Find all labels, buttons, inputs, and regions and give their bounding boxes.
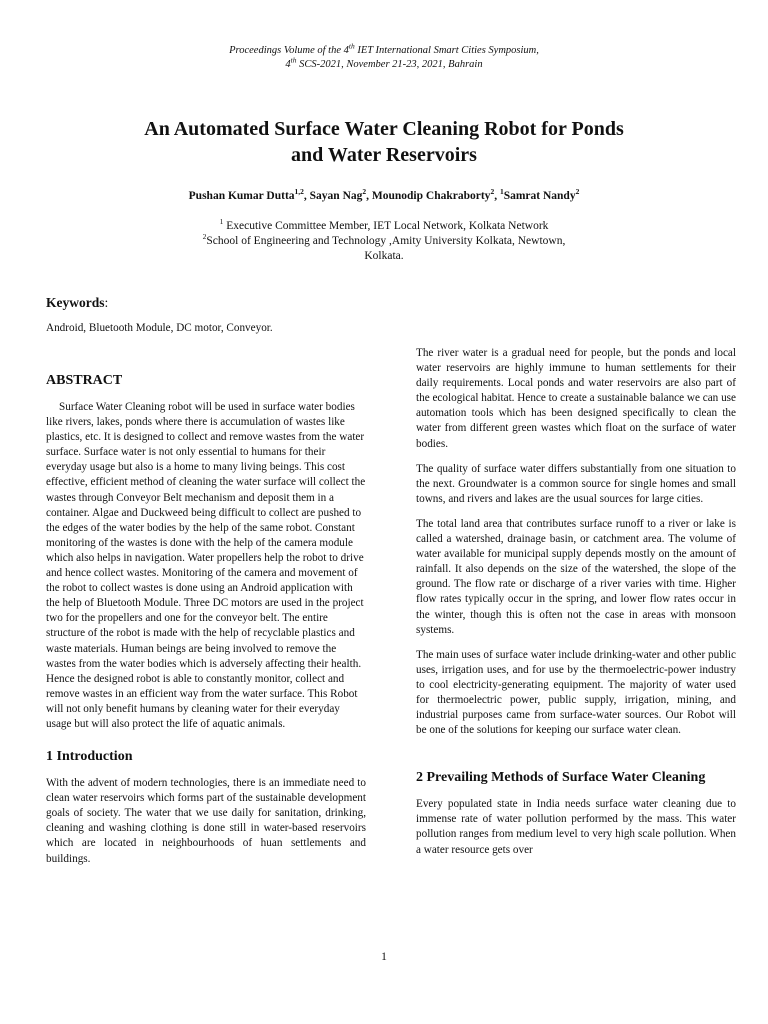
- affiliation-1: $^1$ Executive Committee Member, IET Local Network, Kolkata Network: [219, 217, 549, 232]
- introduction-heading: 1 Introduction: [46, 749, 133, 765]
- keywords-heading: Keywords:: [46, 295, 109, 310]
- header-line-2: 4th SCS-2021, November 21-23, 2021, Bahrain: [285, 55, 483, 70]
- author-list: [0, 189, 768, 204]
- paragraph-water-quality: The quality of surface water differs substantially from one situation to the next. Groundwater is a common source for single homes and small towns, and rivers and lakes are the usual sources for large cities.: [416, 462, 736, 505]
- paper-title: [60, 116, 708, 168]
- author-4: $^1$Samrat Nandy$^2$: [499, 187, 580, 202]
- header-line-1: Proceedings Volume of the 4th IET International Smart Cities Symposium,: [229, 41, 539, 56]
- proceedings-header: [0, 41, 768, 72]
- author-3: Mounodip Chakraborty$^2$,: [371, 187, 500, 202]
- section-2-text: Every populated state in India needs surface water cleaning due to immense rate of water pollution performed by the mass. This water pollution ranges from medium level to very high scale pollution. When a water resource gets over: [416, 798, 736, 856]
- paragraph-watershed: The total land area that contributes surface runoff to a river or lake is called a watershed, drainage basin, or catchment area. The volume of water available for municipal supply depends mostly on the amount of rainfall. It also depends on the size of the watershed, the slope of the ground. The flow rate or discharge of a river varies with time. Higher flow rates typically occur in the spring, and lower flow rates occur in the winter, though this is often not the case in areas with monsoon systems.: [416, 517, 736, 636]
- title-line-1: An Automated Surface Water Cleaning Robot for Ponds: [144, 118, 624, 140]
- section-2-heading: 2 Prevailing Methods of Surface Water Cleaning: [416, 770, 706, 786]
- affiliation-2-city: Kolkata.: [364, 250, 404, 262]
- introduction-text: With the advent of modern technologies, there is an immediate need to clean water reservoirs which forms part of the sustainable development goals of society. The water that we use daily for sanitation, drinking, cleaning and washing clothing is done still in water-based reservoirs which are located in neighbourhoods of huan settlements and buildings.: [46, 777, 366, 865]
- paragraph-water-uses: The main uses of surface water include drinking-water and other public uses, irrigation uses, and for use by the thermoelectric-power industry to cool electricity-generating equipment. The majority of water used for thermoelectric power, public supply, irrigation, mining, and industrial purposes came from surface-water sources. Our Robot will be one of the solutions for keeping our surface water clean.: [416, 648, 736, 737]
- title-line-2: and Water Reservoirs: [291, 144, 477, 166]
- affiliation-2: $^2$School of Engineering and Technology ,Amity University Kolkata, Newtown,: [202, 232, 566, 247]
- affiliations: [160, 219, 608, 264]
- paragraph-river-water: The river water is a gradual need for people, but the ponds and local water reservoirs are highly immune to human settlements for their daily requirements. Local ponds and water reservoirs are also part of the ecological habitat. Hence to create a sustainable balance we can use automation tools which has been designed specifically to clean the water from different green wastes which float on the surface of water bodies.: [416, 347, 736, 450]
- author-1: Pushan Kumar Dutta$^{1,2}$,: [188, 187, 310, 202]
- page-number: 1: [381, 951, 387, 963]
- author-2: Sayan Nag$^2$,: [309, 187, 372, 202]
- left-column: [46, 372, 366, 877]
- keywords-text: Android, Bluetooth Module, DC motor, Conveyor.: [46, 322, 273, 334]
- right-column: [416, 346, 736, 868]
- abstract-text: Surface Water Cleaning robot will be used in surface water bodies like rivers, lakes, ponds where there is accumulation of wastes like plastics, etc. It is designed to collect and remove wastes from the water surface. Surface water is not only essential to humans for their everyday usage but also is a home to many living beings. This cost effective, efficient method of cleaning the water surface will collect the wastes through Conveyor Belt mechanism and deposit them in a container. Algae and Duckweed being difficult to collect are pushed to the edges of the water bodies by the help of the same robot. Constant monitoring of the wastes is done with the help of the camera module which also helps in navigation. Water propellers help the robot to drive and hence collect wastes. Monitoring of the camera and movement of the robot to collect wastes is done using an Android application with the help of Bluetooth Module. Three DC motors are used in the project two for the propellers and one for the conveyor belt. The entire structure of the robot is made with the help of recyclable plastics and waste materials. Human beings are being involved to remove the wastes from the water bodies which is adversely affecting their health. Hence the designed robot is able to constantly monitor, collect and remove wastes in an efficient way from the water surface. This Robot will not only benefit humans by cleaning water for their everyday usage but will also protect the life of aquatic animals.: [46, 401, 366, 730]
- abstract-heading: ABSTRACT: [46, 373, 123, 388]
